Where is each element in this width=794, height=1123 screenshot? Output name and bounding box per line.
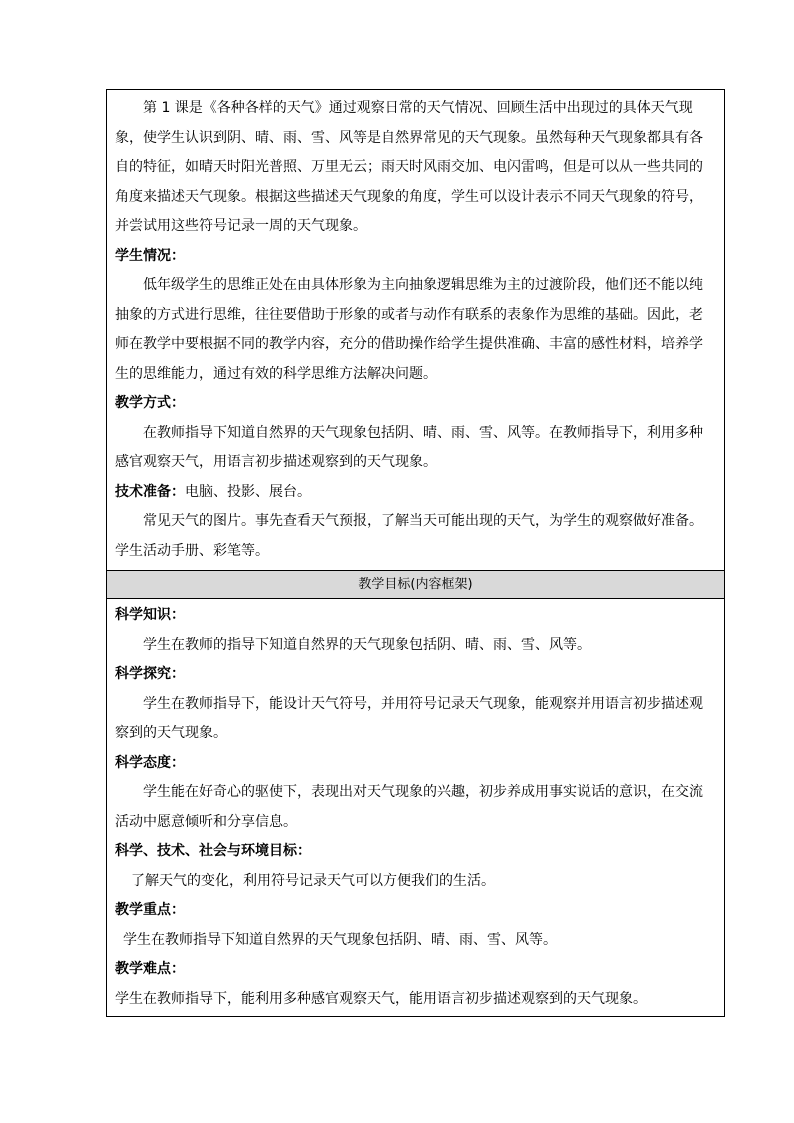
lesson-intro: 第 1 课是《各种各样的天气》通过观察日常的天气情况、回顾生活中出现过的具体天气现象，使学生认识到阴、晴、雨、雪、风等是自然界常见的天气现象。虽然每种天气现象都具有各自的特征，如晴天时阳光普照、万里无云；雨天时风雨交加、电闪雷鸣，但是可以从一些共同的角度来描述天气现象。根据这些描述天气现象的角度，学生可以设计表示不同天气现象的符号，并尝试用这些符号记录一周的天气现象。 bbox=[115, 100, 703, 234]
method-heading: 教学方式： bbox=[115, 395, 185, 411]
stse-text: 了解天气的变化，利用符号记录天气可以方便我们的生活。 bbox=[131, 872, 495, 889]
difficulty-heading: 教学难点： bbox=[115, 961, 185, 977]
knowledge-text: 学生在教师的指导下知道自然界的天气现象包括阴、晴、雨、雪、风等。 bbox=[143, 636, 591, 653]
student-heading: 学生情况： bbox=[115, 247, 185, 264]
objectives-cell bbox=[107, 599, 724, 1016]
objectives-bar: 教学目标(内容框架) bbox=[107, 570, 724, 599]
lesson-plan-table bbox=[106, 89, 725, 1017]
tech-heading: 技术准备： bbox=[115, 483, 185, 500]
inquiry-heading: 科学探究： bbox=[115, 666, 185, 682]
method-text: 在教师指导下知道自然界的天气现象包括阴、晴、雨、雪、风等。在教师指导下，利用多种感官观察天气，用语言初步描述观察到的天气现象。 bbox=[115, 424, 703, 470]
inquiry-text: 学生在教师指导下，能设计天气符号，并用符号记录天气现象，能观察并用语言初步描述观察到的天气现象。 bbox=[115, 695, 703, 741]
tech-items: 电脑、投影、展台。 bbox=[185, 483, 311, 500]
stse-heading: 科学、技术、社会与环境目标： bbox=[115, 843, 311, 859]
key-heading: 教学重点： bbox=[115, 902, 185, 918]
attitude-text: 学生能在好奇心的驱使下，表现出对天气现象的兴趣，初步养成用事实说话的意识，在交流活动中愿意倾听和分享信息。 bbox=[115, 784, 703, 830]
attitude-heading: 科学态度： bbox=[115, 754, 185, 771]
key-text: 学生在教师指导下知道自然界的天气现象包括阴、晴、雨、雪、风等。 bbox=[123, 931, 557, 948]
background-cell bbox=[107, 90, 724, 570]
difficulty-text: 学生在教师指导下，能利用多种感官观察天气，能用语言初步描述观察到的天气现象。 bbox=[115, 990, 647, 1007]
tech-text: 常见天气的图片。事先查看天气预报，了解当天可能出现的天气，为学生的观察做好准备。学生活动手册、彩笔等。 bbox=[115, 513, 703, 559]
tech-line bbox=[115, 478, 716, 508]
student-text: 低年级学生的思维正处在由具体形象为主向抽象逻辑思维为主的过渡阶段，他们还不能以纯抽象的方式进行思维，往往要借助于形象的或者与动作有联系的表象作为思维的基础。因此，老师在教学中要根据不同的教学内容，充分的借助操作给学生提供准确、丰富的感性材料，培养学生的思维能力，通过有效的科学思维方法解决问题。 bbox=[115, 277, 703, 382]
knowledge-heading: 科学知识： bbox=[115, 607, 185, 623]
